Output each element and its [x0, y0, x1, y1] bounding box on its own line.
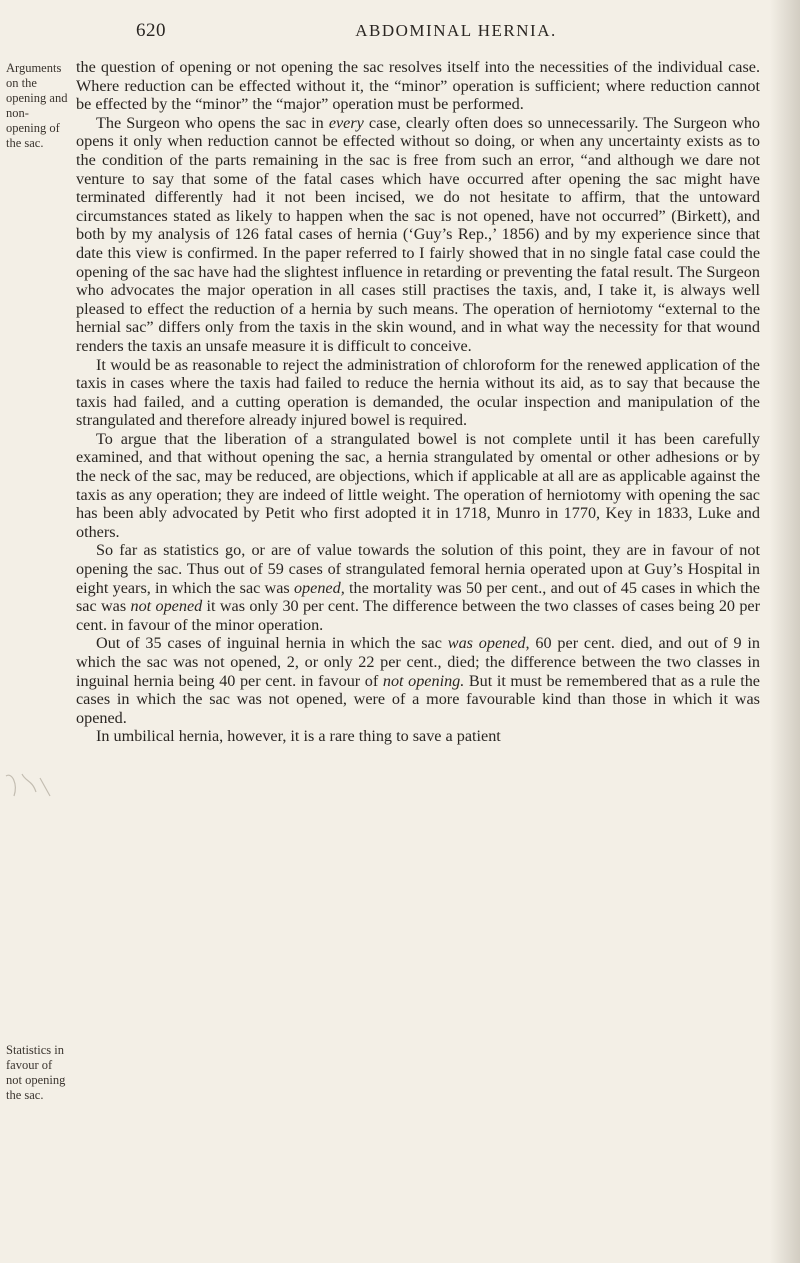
paragraph-text: It would be as reasonable to reject the administration of chloroform for the renewed application of the taxis in cases where the taxis had failed to reduce the hernia without its aid, as to say that because the taxis had failed, and a cutting operation is demanded, the ocular inspection and manipulation of the strangulated and therefore already injured bowel is required. [76, 355, 760, 430]
paragraph-text: In umbilical hernia, however, it is a rare thing to save a patient [96, 727, 501, 746]
paragraph-text: it was only 30 per cent. The difference between the two classes of cases being 20 per cent. in favour of the minor operation. [76, 597, 760, 634]
library-stamp-mark [2, 770, 56, 804]
paragraph [76, 430, 760, 542]
paragraph [76, 727, 760, 746]
paragraph-text: case, clearly often does so unnecessarily. The Surgeon who opens it only when reduction cannot be effected without so doing, or when any uncertainty exists as to the condition of the parts remaining in the sac is free from such an error, “and although we dare not venture to say that some of the fatal cases which have occurred after opening the sac might have terminated differently had it not been incised, we do not hesitate to affirm, that the untoward circumstances stated as likely to happen when the sac is not opened, have not occurred” (Birkett), and both by my analysis of 126 fatal cases of hernia (‘Guy’s Rep.,’ 1856) and by my experience since that date this view is confirmed. In the paper referred to I fairly showed that in no single fatal case could the opening of the sac have had the slightest influence in retarding or preventing the fatal result. The Surgeon who advocates the major operation in all cases still practises the taxis, and, I take it, is always well pleased to effect the reduction of a hernia by such means. The operation of herniotomy “external to the hernial sac” differs only from the taxis in the skin wound, and in what way the necessity for that wound renders the taxis an unsafe measure it is difficult to conceive. [76, 113, 761, 355]
body-text [76, 58, 760, 746]
italic-text: was opened, [447, 634, 530, 653]
running-head: ABDOMINAL HERNIA. [355, 21, 557, 40]
italic-text: every [328, 113, 364, 132]
margin-note-arguments: Arguments on the opening and non-opening of the sac. [6, 61, 68, 150]
paragraph-text: 60 per cent. died, and out of 9 in which the sac was not opened, 2, or only 22 per cent., died; the difference between the two classes in inguinal hernia being 40 per cent. in favour of [76, 634, 761, 690]
paragraph-text: the mortality was 50 per cent., and out of 45 cases in which the sac was [76, 578, 760, 616]
italic-text: not opening. [382, 671, 465, 690]
page-header [136, 20, 776, 46]
paragraph [76, 634, 760, 727]
paragraph [76, 114, 760, 356]
page-number: 620 [136, 20, 166, 41]
italic-text: opened, [293, 578, 345, 597]
paragraph-text: the question of opening or not opening the sac resolves itself into the necessities of the individual case. Where reduction can be effected without it, the “minor” operation is sufficient; where reduction cannot be effected by the “minor” the “major” operation must be performed. [76, 58, 760, 114]
paragraph [76, 541, 760, 634]
paragraph [76, 356, 760, 430]
margin-note-statistics: Statistics in favour of not opening the sac. [6, 1043, 66, 1102]
paragraph-text: The Surgeon who opens the sac in [96, 113, 329, 132]
paragraph [76, 58, 760, 114]
paragraph-text: So far as statistics go, or are of value towards the solution of this point, they are in favour of not opening the sac. Thus out of 59 cases of strangulated femoral hernia operated upon at Guy’s Hospital in eight years, in which the sac was [76, 541, 760, 597]
page-edge-shadow [770, 0, 800, 1263]
paragraph-text: To argue that the liberation of a strangulated bowel is not complete until it has been carefully examined, and that without opening the sac, a hernia strangulated by omental or other adhesions or by the neck of the sac, may be reduced, are objections, which if applicable at all are as applicable against the taxis as any operation; they are indeed of little weight. The operation of herniotomy with opening the sac has been ably advocated by Petit who first adopted it in 1718, Munro in 1770, Key in 1833, Luke and others. [76, 429, 760, 541]
paragraph-text: But it must be remembered that as a rule the cases in which the sac was not opened, were of a more favourable kind than those in which it was opened. [76, 671, 760, 727]
paragraph-text: Out of 35 cases of inguinal hernia in which the sac [96, 634, 448, 653]
italic-text: not opened [130, 597, 203, 616]
